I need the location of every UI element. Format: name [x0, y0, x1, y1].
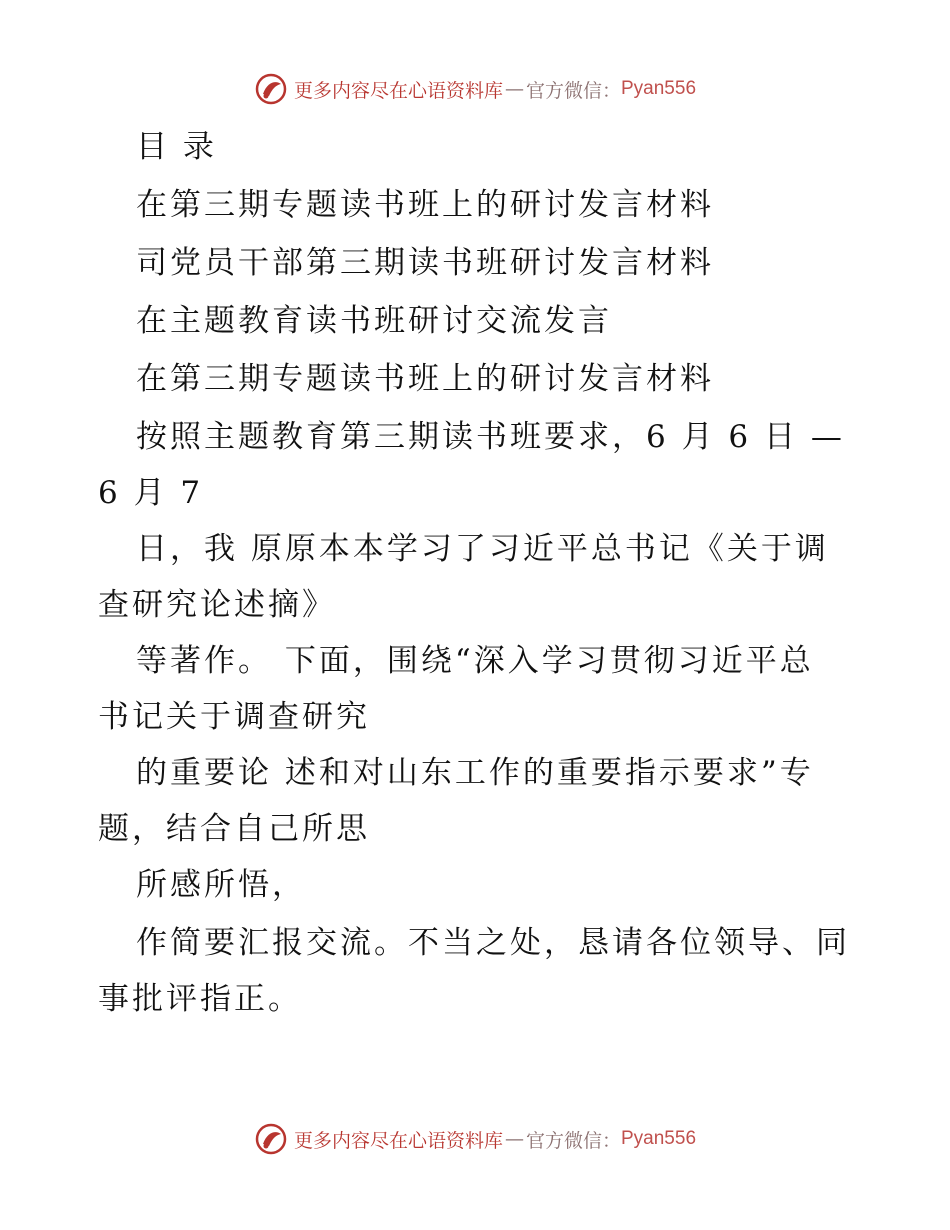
watermark-account: Pyan556	[621, 78, 697, 99]
watermark-account: Pyan556	[621, 1128, 697, 1149]
body-line: 的重要论 述和对山东工作的重要指示要求”专	[136, 755, 814, 791]
toc-item: 司党员干部第三期读书班研讨发言材料	[136, 245, 714, 281]
body-line: 题，结合自己所思	[98, 811, 370, 847]
body-line: 作简要汇报交流。不当之处，恳请各位领导、同	[136, 925, 850, 961]
watermark-text: 更多内容尽在心语资料库	[293, 79, 503, 102]
toc-item: 在第三期专题读书班上的研讨发言材料	[136, 187, 714, 223]
toc-item: 在第三期专题读书班上的研讨发言材料	[136, 361, 714, 397]
body-line: 书记关于调查研究	[98, 699, 370, 735]
document-body	[98, 118, 858, 1026]
body-line: 事批评指正。	[98, 981, 302, 1017]
body-line: 所感所悟，	[136, 867, 306, 903]
toc-item: 在主题教育读书班研讨交流发言	[136, 303, 612, 339]
body-line: 等著作。 下面，围绕“深入学习贯彻习近平总	[136, 643, 814, 679]
header-watermark	[0, 72, 950, 106]
watermark-dash: —	[504, 78, 524, 100]
body-line: 查研究论述摘》	[98, 587, 336, 623]
body-line: 日，我 原原本本学习了习近平总书记《关于调	[136, 531, 829, 567]
brand-logo-icon	[254, 72, 288, 106]
watermark-label: 官方微信：	[525, 79, 621, 102]
watermark-dash: —	[504, 1128, 524, 1150]
footer-watermark	[0, 1122, 950, 1156]
brand-logo-icon	[254, 1122, 288, 1156]
body-line: 按照主题教育第三期读书班要求，6 月 6 日 —	[136, 419, 845, 455]
watermark-label: 官方微信：	[525, 1129, 621, 1152]
toc-title: 目 录	[136, 129, 217, 165]
body-line: 6 月 7	[98, 475, 204, 511]
watermark-text: 更多内容尽在心语资料库	[293, 1129, 503, 1152]
